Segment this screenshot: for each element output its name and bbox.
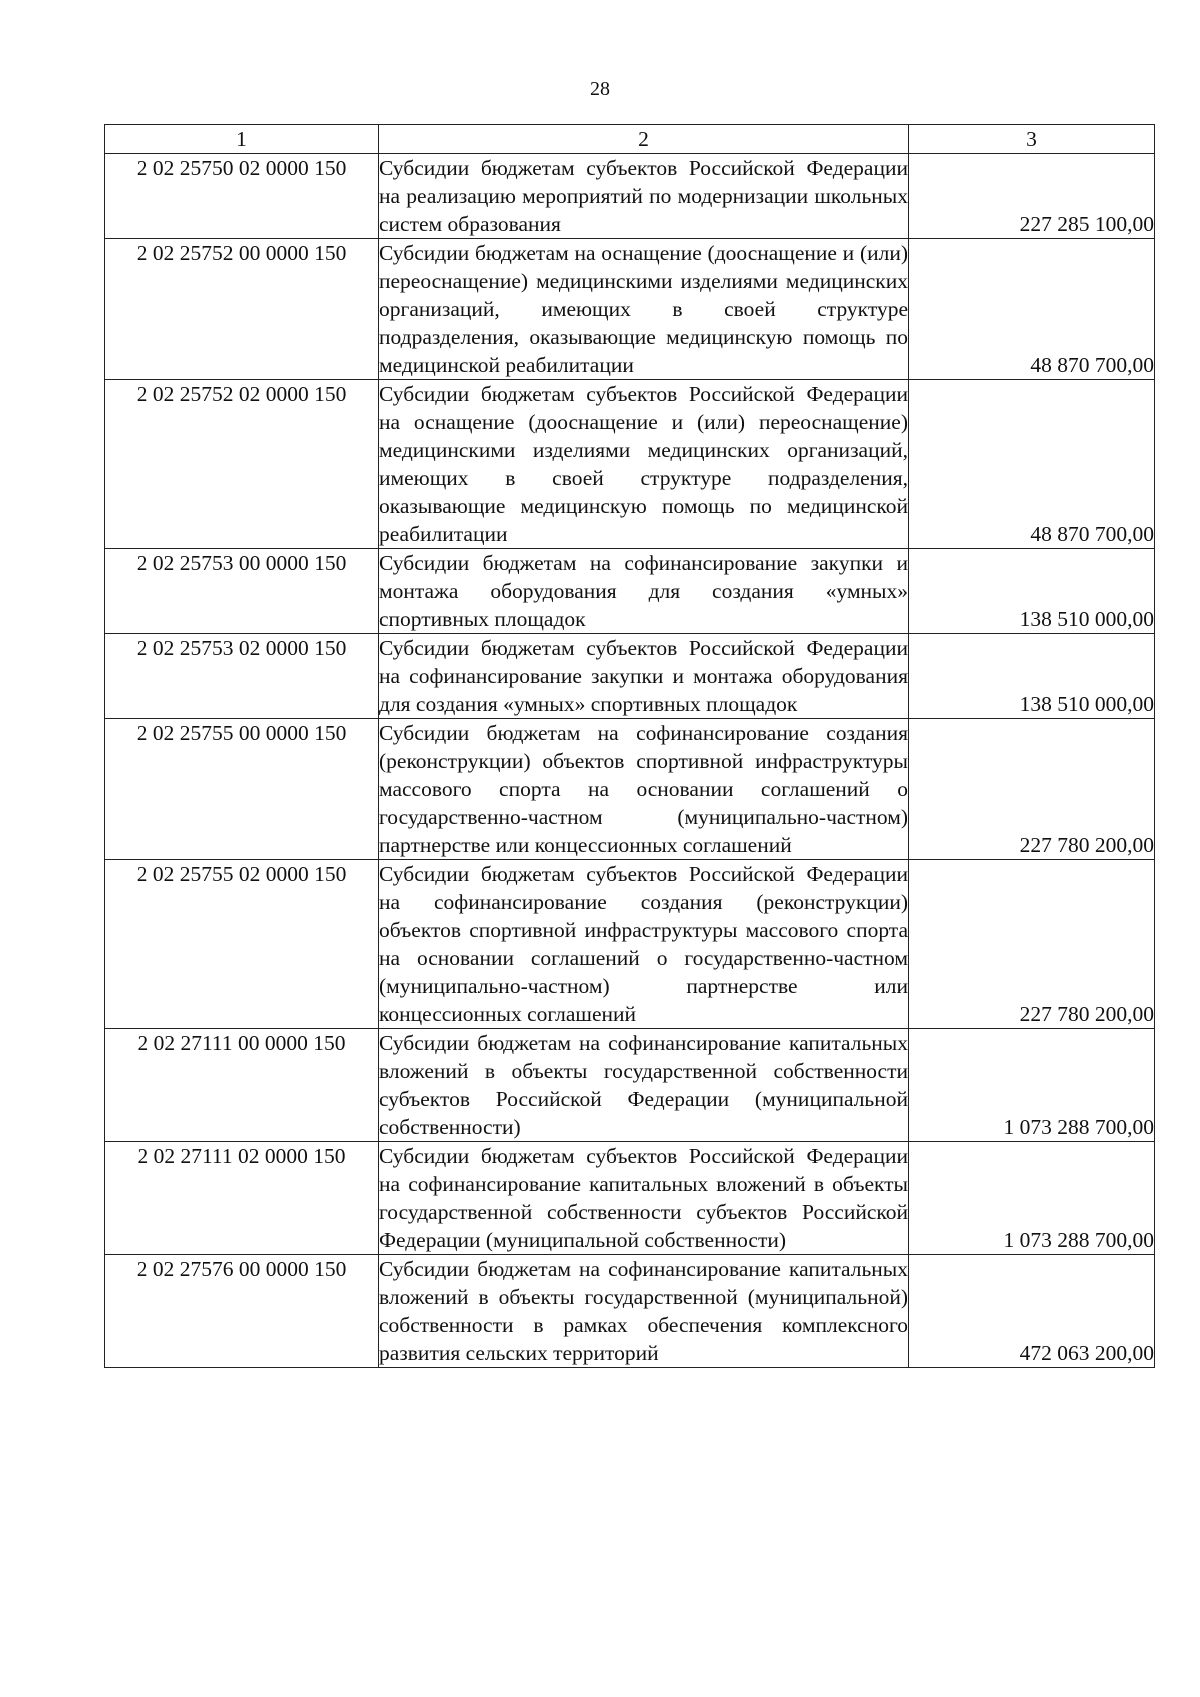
budget-code: 2 02 25753 00 0000 150: [105, 549, 379, 634]
amount: 138 510 000,00: [909, 634, 1155, 719]
budget-code: 2 02 25752 02 0000 150: [105, 380, 379, 549]
amount: 48 870 700,00: [909, 239, 1155, 380]
subsidy-description: Субсидии бюджетам на софинансирование капитальных вложений в объекты государственной (муниципальной) собственности в рамках обеспечения комплексного развития сельских территорий: [379, 1255, 909, 1368]
subsidy-description: Субсидии бюджетам на софинансирование создания (реконструкции) объектов спортивной инфраструктуры массового спорта на основании соглашений о государственно-частном (муниципально-частном) партнерстве или концессионных соглашений: [379, 719, 909, 860]
table-row: [105, 380, 1155, 549]
amount: 472 063 200,00: [909, 1255, 1155, 1368]
amount: 227 285 100,00: [909, 154, 1155, 239]
budget-code: 2 02 25750 02 0000 150: [105, 154, 379, 239]
table-row: [105, 239, 1155, 380]
amount: 48 870 700,00: [909, 380, 1155, 549]
amount: 1 073 288 700,00: [909, 1029, 1155, 1142]
table-row: [105, 860, 1155, 1029]
amount: 138 510 000,00: [909, 549, 1155, 634]
subsidy-description: Субсидии бюджетам субъектов Российской Федерации на софинансирование создания (реконструкции) объектов спортивной инфраструктуры массового спорта на основании соглашений о государственно-частном (муниципально-частном) партнерстве или концессионных соглашений: [379, 860, 909, 1029]
table-header-row: [105, 125, 1155, 154]
budget-code: 2 02 25752 00 0000 150: [105, 239, 379, 380]
budget-code: 2 02 27111 02 0000 150: [105, 1142, 379, 1255]
amount: 227 780 200,00: [909, 860, 1155, 1029]
budget-code: 2 02 25755 02 0000 150: [105, 860, 379, 1029]
budget-code: 2 02 27576 00 0000 150: [105, 1255, 379, 1368]
table-row: [105, 1029, 1155, 1142]
subsidy-description: Субсидии бюджетам субъектов Российской Федерации на оснащение (дооснащение и (или) переоснащение) медицинскими изделиями медицинских организаций, имеющих в своей структуре подразделения, оказывающие медицинскую помощь по медицинской реабилитации: [379, 380, 909, 549]
subsidy-description: Субсидии бюджетам субъектов Российской Федерации на софинансирование капитальных вложений в объекты государственной собственности субъектов Российской Федерации (муниципальной собственности): [379, 1142, 909, 1255]
subsidy-description: Субсидии бюджетам субъектов Российской Федерации на софинансирование закупки и монтажа оборудования для создания «умных» спортивных площадок: [379, 634, 909, 719]
subsidy-description: Субсидии бюджетам на софинансирование капитальных вложений в объекты государственной собственности субъектов Российской Федерации (муниципальной собственности): [379, 1029, 909, 1142]
page-number: 28: [590, 78, 610, 100]
budget-code: 2 02 27111 00 0000 150: [105, 1029, 379, 1142]
table-row: [105, 1255, 1155, 1368]
budget-code: 2 02 25755 00 0000 150: [105, 719, 379, 860]
amount: 227 780 200,00: [909, 719, 1155, 860]
budget-code: 2 02 25753 02 0000 150: [105, 634, 379, 719]
subsidy-description: Субсидии бюджетам на софинансирование закупки и монтажа оборудования для создания «умных» спортивных площадок: [379, 549, 909, 634]
table-row: [105, 1142, 1155, 1255]
table-row: [105, 719, 1155, 860]
subsidy-description: Субсидии бюджетам на оснащение (дооснащение и (или) переоснащение) медицинскими изделиями медицинских организаций, имеющих в своей структуре подразделения, оказывающие медицинскую помощь по медицинской реабилитации: [379, 239, 909, 380]
table-row: [105, 154, 1155, 239]
column-header-3: 3: [909, 125, 1155, 154]
subsidy-description: Субсидии бюджетам субъектов Российской Федерации на реализацию мероприятий по модернизации школьных систем образования: [379, 154, 909, 239]
amount: 1 073 288 700,00: [909, 1142, 1155, 1255]
table-row: [105, 549, 1155, 634]
table-row: [105, 634, 1155, 719]
column-header-2: 2: [379, 125, 909, 154]
budget-revenue-table: [104, 124, 1155, 1368]
column-header-1: 1: [105, 125, 379, 154]
